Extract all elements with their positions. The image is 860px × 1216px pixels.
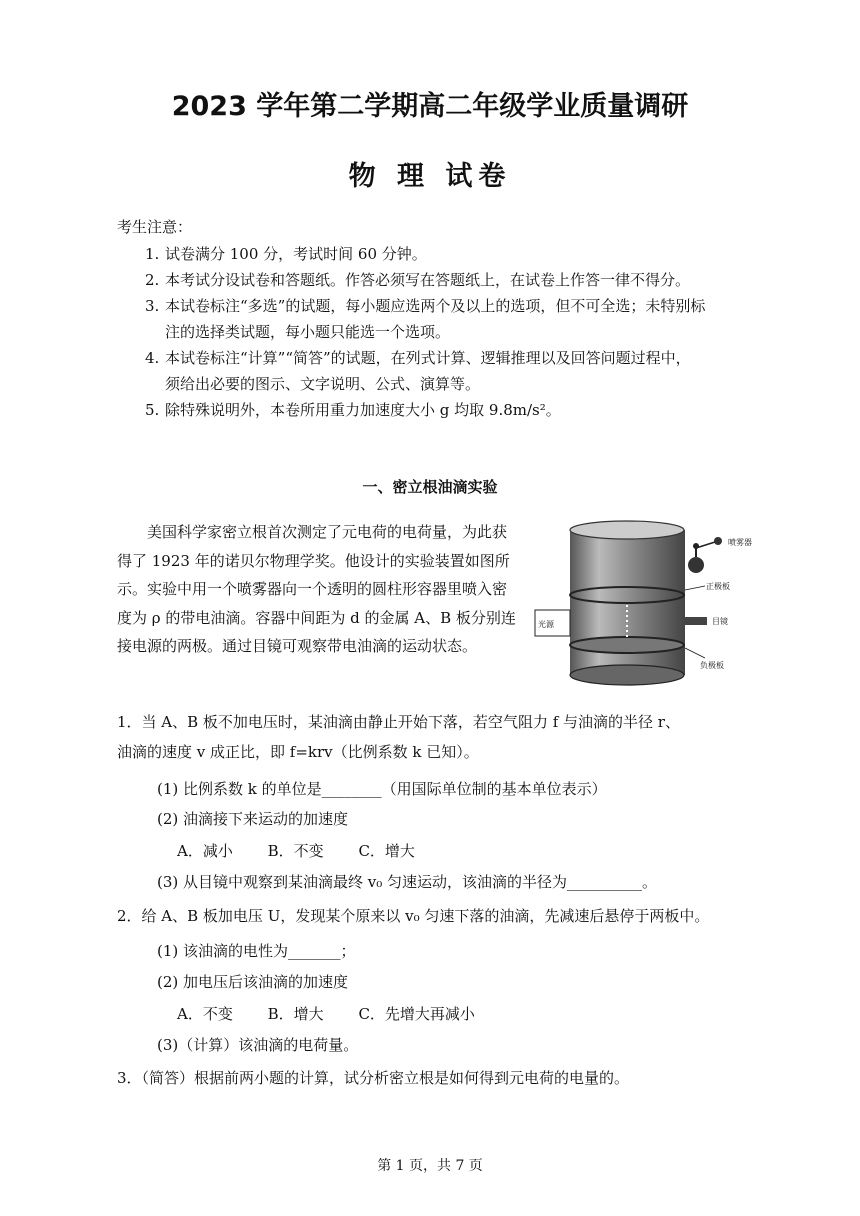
q2-sub1: (1) 该油滴的电性为_______； — [157, 942, 356, 960]
light-label: 光源 — [538, 620, 554, 629]
q1-sub3: (3) 从目镜中观察到某油滴最终 v₀ 匀速运动，该油滴的半径为__________。 — [157, 873, 658, 891]
section-intro — [117, 518, 517, 661]
negative-plate — [570, 637, 684, 653]
positive-plate-label: 正极板 — [706, 582, 730, 591]
notes-list — [145, 241, 765, 423]
cylinder-top — [570, 521, 684, 539]
page-footer: 第 1 页，共 7 页 — [377, 1158, 483, 1174]
intro-paragraph: 美国科学家密立根首次测定了元电荷的电荷量，为此获得了 1923 年的诺贝尔物理学奖。他设计的实验装置如图所示。实验中用一个喷雾器向一个透明的圆柱形容器里喷入密度为 ρ 的带电油滴。容器中间距为 d 的金属 A、B 板分别连接电源的两极。通过目镜可观察带电油滴的运动状态。 — [117, 523, 516, 655]
notes-heading: 考生注意： — [117, 218, 193, 236]
eyepiece — [685, 617, 707, 625]
q2-sub2: (2) 加电压后该油滴的加速度 — [157, 973, 349, 991]
q2-option-b: B．增大 — [267, 1005, 324, 1023]
note-item-1: 1. 试卷满分 100 分，考试时间 60 分钟。 — [145, 245, 427, 263]
exam-subtitle: 物 理 试卷 — [348, 161, 512, 192]
note-item-2: 2. 本考试分设试卷和答题纸。作答必须写在答题纸上，在试卷上作答一律不得分。 — [145, 271, 691, 289]
sprayer-bulb — [688, 557, 704, 573]
q2-options — [177, 1003, 505, 1024]
q1-sub2: (2) 油滴接下来运动的加速度 — [157, 810, 349, 828]
q2-option-a: A．不变 — [177, 1005, 233, 1023]
sprayer-label: 喷雾器 — [728, 538, 752, 547]
section-title: 一、密立根油滴实验 — [362, 478, 498, 496]
q2-option-c: C．先增大再减小 — [358, 1005, 475, 1023]
note-item-4: 4. 本试卷标注“计算”“简答”的试题，在列式计算、逻辑推理以及回答问题过程中， 须给出必要的图示、文字说明、公式、演算等。 — [145, 349, 691, 393]
millikan-apparatus-figure — [530, 520, 760, 692]
cylinder-bottom — [570, 665, 684, 685]
negative-plate-label: 负极板 — [700, 661, 724, 670]
q1-option-b: B．不变 — [267, 842, 324, 860]
note-item-5: 5. 除特殊说明外，本卷所用重力加速度大小 g 均取 9.8m/s²。 — [145, 401, 561, 419]
q1-stem-line1: 1．当 A、B 板不加电压时，某油滴由静止开始下落，若空气阻力 f 与油滴的半径 r、 — [117, 713, 680, 731]
q1-sub1: (1) 比例系数 k 的单位是________（用国际单位制的基本单位表示） — [157, 780, 607, 798]
q2-stem: 2．给 A、B 板加电压 U，发现某个原来以 v₀ 匀速下落的油滴，先减速后悬停于两板中。 — [117, 907, 710, 925]
exam-title: 2023 学年第二学期高二年级学业质量调研 — [171, 91, 689, 122]
q3-stem: 3．（简答）根据前两小题的计算，试分析密立根是如何得到元电荷的电量的。 — [117, 1069, 630, 1087]
q2-sub3: (3)（计算）该油滴的电荷量。 — [157, 1036, 359, 1054]
q1-stem-line2: 油滴的速度 v 成正比，即 f=krv（比例系数 k 已知）。 — [117, 743, 479, 761]
eyepiece-label: 目镜 — [712, 617, 728, 626]
q1-options — [177, 840, 445, 861]
note-item-3: 3. 本试卷标注“多选”的试题，每小题应选两个及以上的选项，但不可全选；未特别标 注的选择类试题，每小题只能选一个选项。 — [145, 297, 706, 341]
q1-option-c: C．增大 — [358, 842, 415, 860]
q1-option-a: A．减小 — [177, 842, 233, 860]
